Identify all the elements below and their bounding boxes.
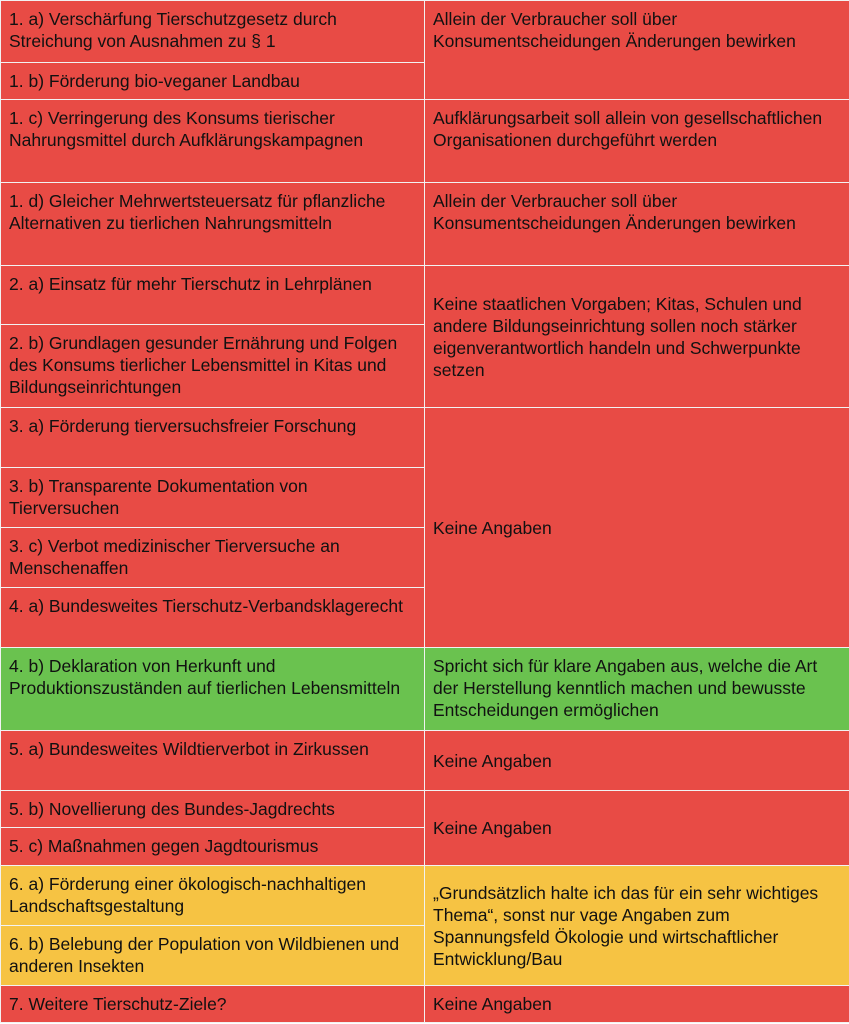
answer-7: Keine Angaben bbox=[425, 986, 849, 1023]
table-row bbox=[1, 986, 849, 1023]
goal-6a: 6. a) Förderung einer ökologisch-nachhaltigen Landschaftsgestaltung bbox=[1, 866, 425, 926]
goal-5a: 5. a) Bundesweites Wildtierverbot in Zirkussen bbox=[1, 731, 425, 791]
table-row bbox=[1, 1, 849, 63]
goal-2a: 2. a) Einsatz für mehr Tierschutz in Lehrplänen bbox=[1, 266, 425, 325]
table-row bbox=[1, 100, 849, 183]
answer-6a-6b: „Grundsätzlich halte ich das für ein sehr wichtiges Thema“, sonst nur vage Angaben zum Spannungsfeld Ökologie und wirtschaftlicher Entwicklung/Bau bbox=[425, 866, 849, 986]
goal-1d: 1. d) Gleicher Mehrwertsteuersatz für pflanzliche Alternativen zu tierlichen Nahrungsmitteln bbox=[1, 183, 425, 266]
answer-4b: Spricht sich für klare Angaben aus, welche die Art der Herstellung kenntlich machen und bewusste Entscheidungen ermöglichen bbox=[425, 648, 849, 731]
table-row bbox=[1, 731, 849, 791]
table-row bbox=[1, 266, 849, 325]
goal-3a: 3. a) Förderung tierversuchsfreier Forschung bbox=[1, 408, 425, 468]
goal-1b: 1. b) Förderung bio-veganer Landbau bbox=[1, 63, 425, 100]
answer-2a-2b: Keine staatlichen Vorgaben; Kitas, Schulen und andere Bildungseinrichtung sollen noch stärker eigenverantwortlich handeln und Schwerpunkte setzen bbox=[425, 266, 849, 408]
answer-5b-5c: Keine Angaben bbox=[425, 791, 849, 866]
goal-5c: 5. c) Maßnahmen gegen Jagdtourismus bbox=[1, 828, 425, 866]
goal-4b: 4. b) Deklaration von Herkunft und Produktionszuständen auf tierlichen Lebensmitteln bbox=[1, 648, 425, 731]
goal-7: 7. Weitere Tierschutz-Ziele? bbox=[1, 986, 425, 1023]
table-row bbox=[1, 791, 849, 828]
answer-5a: Keine Angaben bbox=[425, 731, 849, 791]
table-row bbox=[1, 408, 849, 468]
goal-3b: 3. b) Transparente Dokumentation von Tierversuchen bbox=[1, 468, 425, 528]
answer-1d: Allein der Verbraucher soll über Konsumentscheidungen Änderungen bewirken bbox=[425, 183, 849, 266]
goal-6b: 6. b) Belebung der Population von Wildbienen und anderen Insekten bbox=[1, 926, 425, 986]
answer-3a-4a: Keine Angaben bbox=[425, 408, 849, 648]
table-row bbox=[1, 183, 849, 266]
goal-3c: 3. c) Verbot medizinischer Tierversuche an Menschenaffen bbox=[1, 528, 425, 588]
table-row bbox=[1, 648, 849, 731]
goal-4a: 4. a) Bundesweites Tierschutz-Verbandsklagerecht bbox=[1, 588, 425, 648]
table-row bbox=[1, 866, 849, 926]
goal-1c: 1. c) Verringerung des Konsums tierischer Nahrungsmittel durch Aufklärungskampagnen bbox=[1, 100, 425, 183]
goal-2b: 2. b) Grundlagen gesunder Ernährung und Folgen des Konsums tierlicher Lebensmittel in Kitas und Bildungseinrichtungen bbox=[1, 325, 425, 408]
answer-1c: Aufklärungsarbeit soll allein von gesellschaftlichen Organisationen durchgeführt werden bbox=[425, 100, 849, 183]
goal-1a: 1. a) Verschärfung Tierschutzgesetz durch Streichung von Ausnahmen zu § 1 bbox=[1, 1, 425, 63]
goal-5b: 5. b) Novellierung des Bundes-Jagdrechts bbox=[1, 791, 425, 828]
answer-1a-1b: Allein der Verbraucher soll über Konsumentscheidungen Änderungen bewirken bbox=[425, 1, 849, 100]
